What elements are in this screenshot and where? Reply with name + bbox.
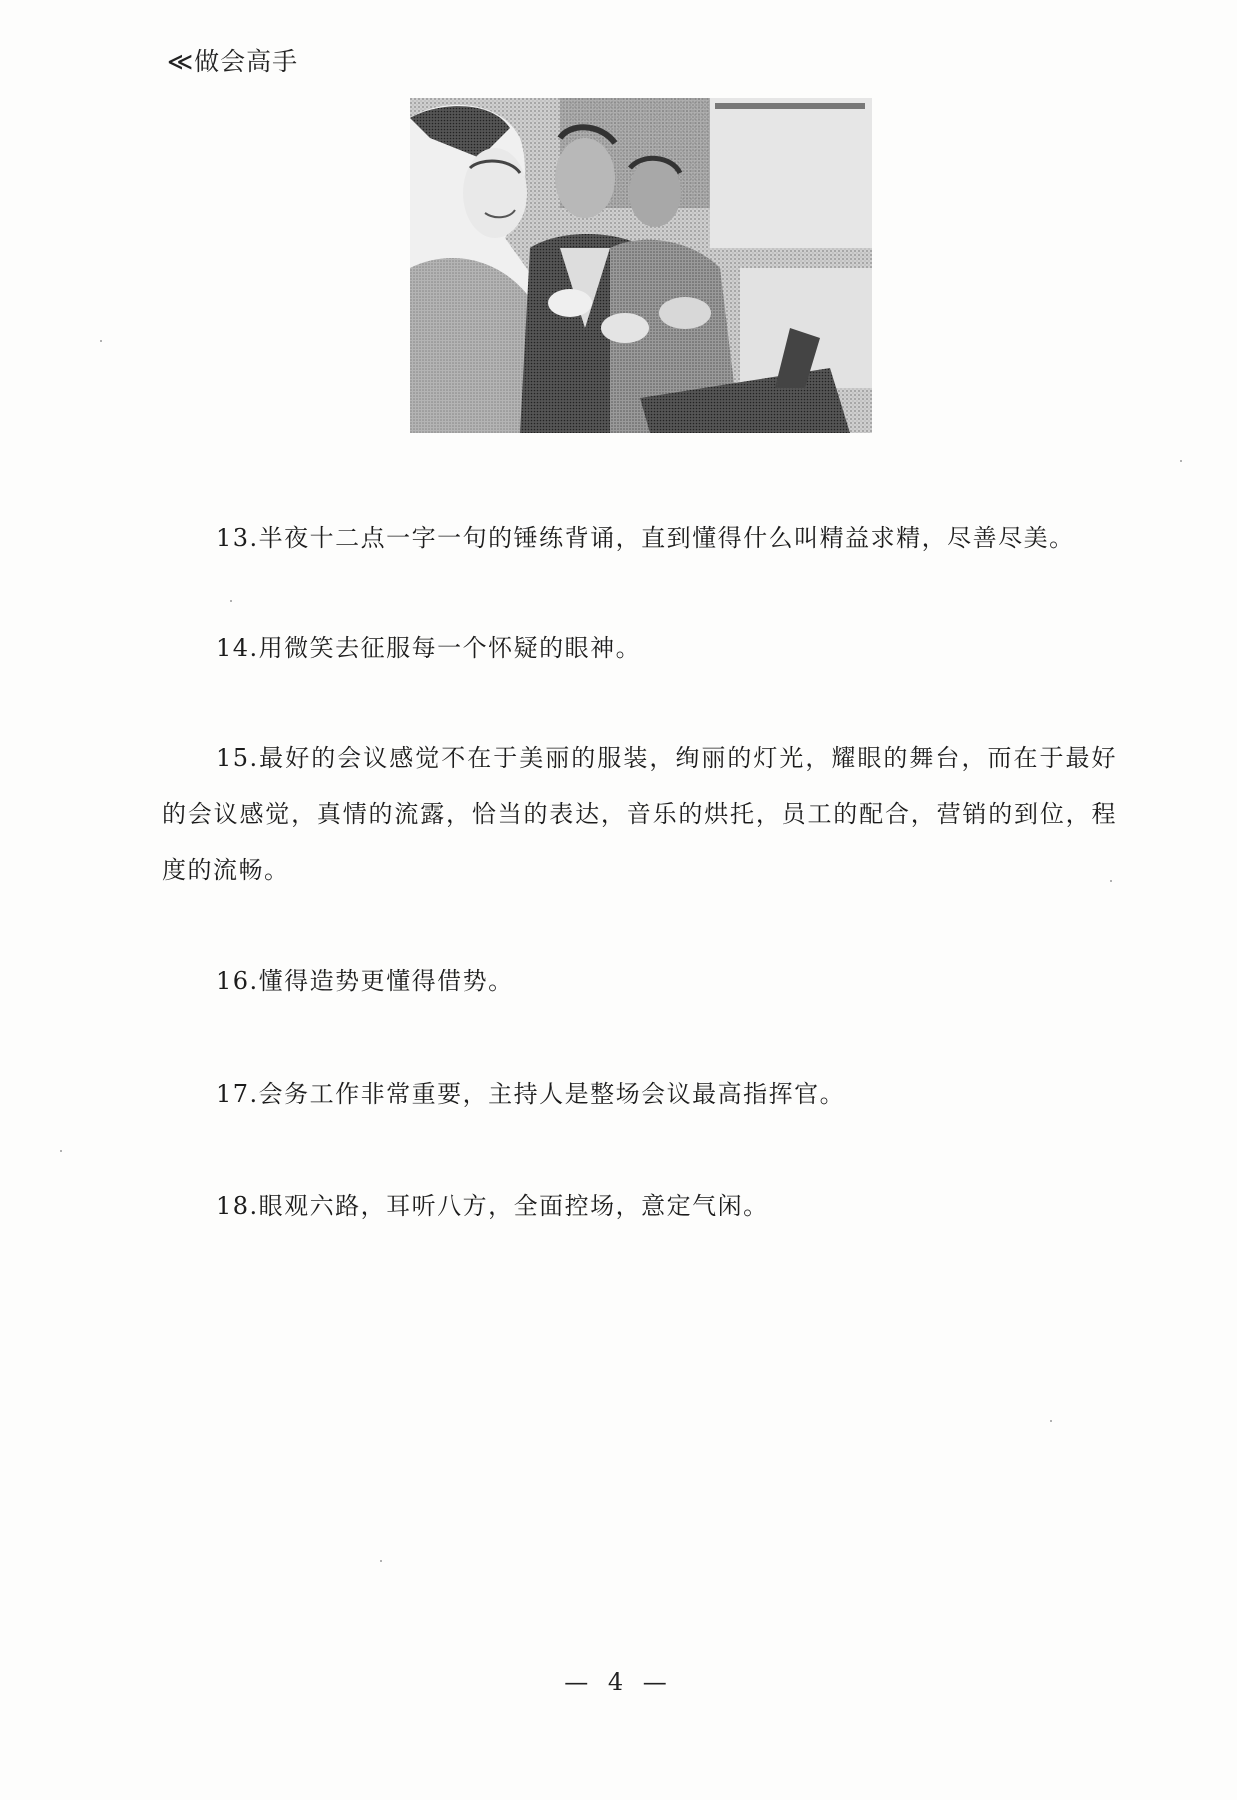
- scan-speck: [230, 600, 232, 602]
- list-item: 15.最好的会议感觉不在于美丽的服装，绚丽的灯光，耀眼的舞台，而在于最好的会议感觉，真情的流露，恰当的表达，音乐的烘托，员工的配合，营销的到位，程度的流畅。: [162, 744, 1117, 884]
- page-number: — 4 —: [564, 1668, 673, 1696]
- scan-speck: [1050, 1420, 1052, 1422]
- list-item: 14.用微笑去征服每一个怀疑的眼神。: [216, 634, 642, 662]
- list-item: 17.会务工作非常重要，主持人是整场会议最高指挥官。: [216, 1080, 846, 1108]
- meeting-photo: [410, 98, 872, 433]
- list-item: 18.眼观六路，耳听八方，全面控场，意定气闲。: [216, 1192, 769, 1220]
- meeting-photo-image: [410, 98, 872, 433]
- scan-speck: [1180, 460, 1182, 462]
- running-header: ≪做会高手: [167, 47, 299, 76]
- list-item: 13.半夜十二点一字一句的锤练背诵，直到懂得什么叫精益求精，尽善尽美。: [216, 524, 1075, 552]
- scan-speck: [380, 1560, 382, 1562]
- scan-speck: [1110, 880, 1112, 882]
- scan-speck: [60, 1150, 62, 1152]
- list-item: 16.懂得造势更懂得借势。: [216, 967, 514, 995]
- scan-speck: [100, 340, 102, 342]
